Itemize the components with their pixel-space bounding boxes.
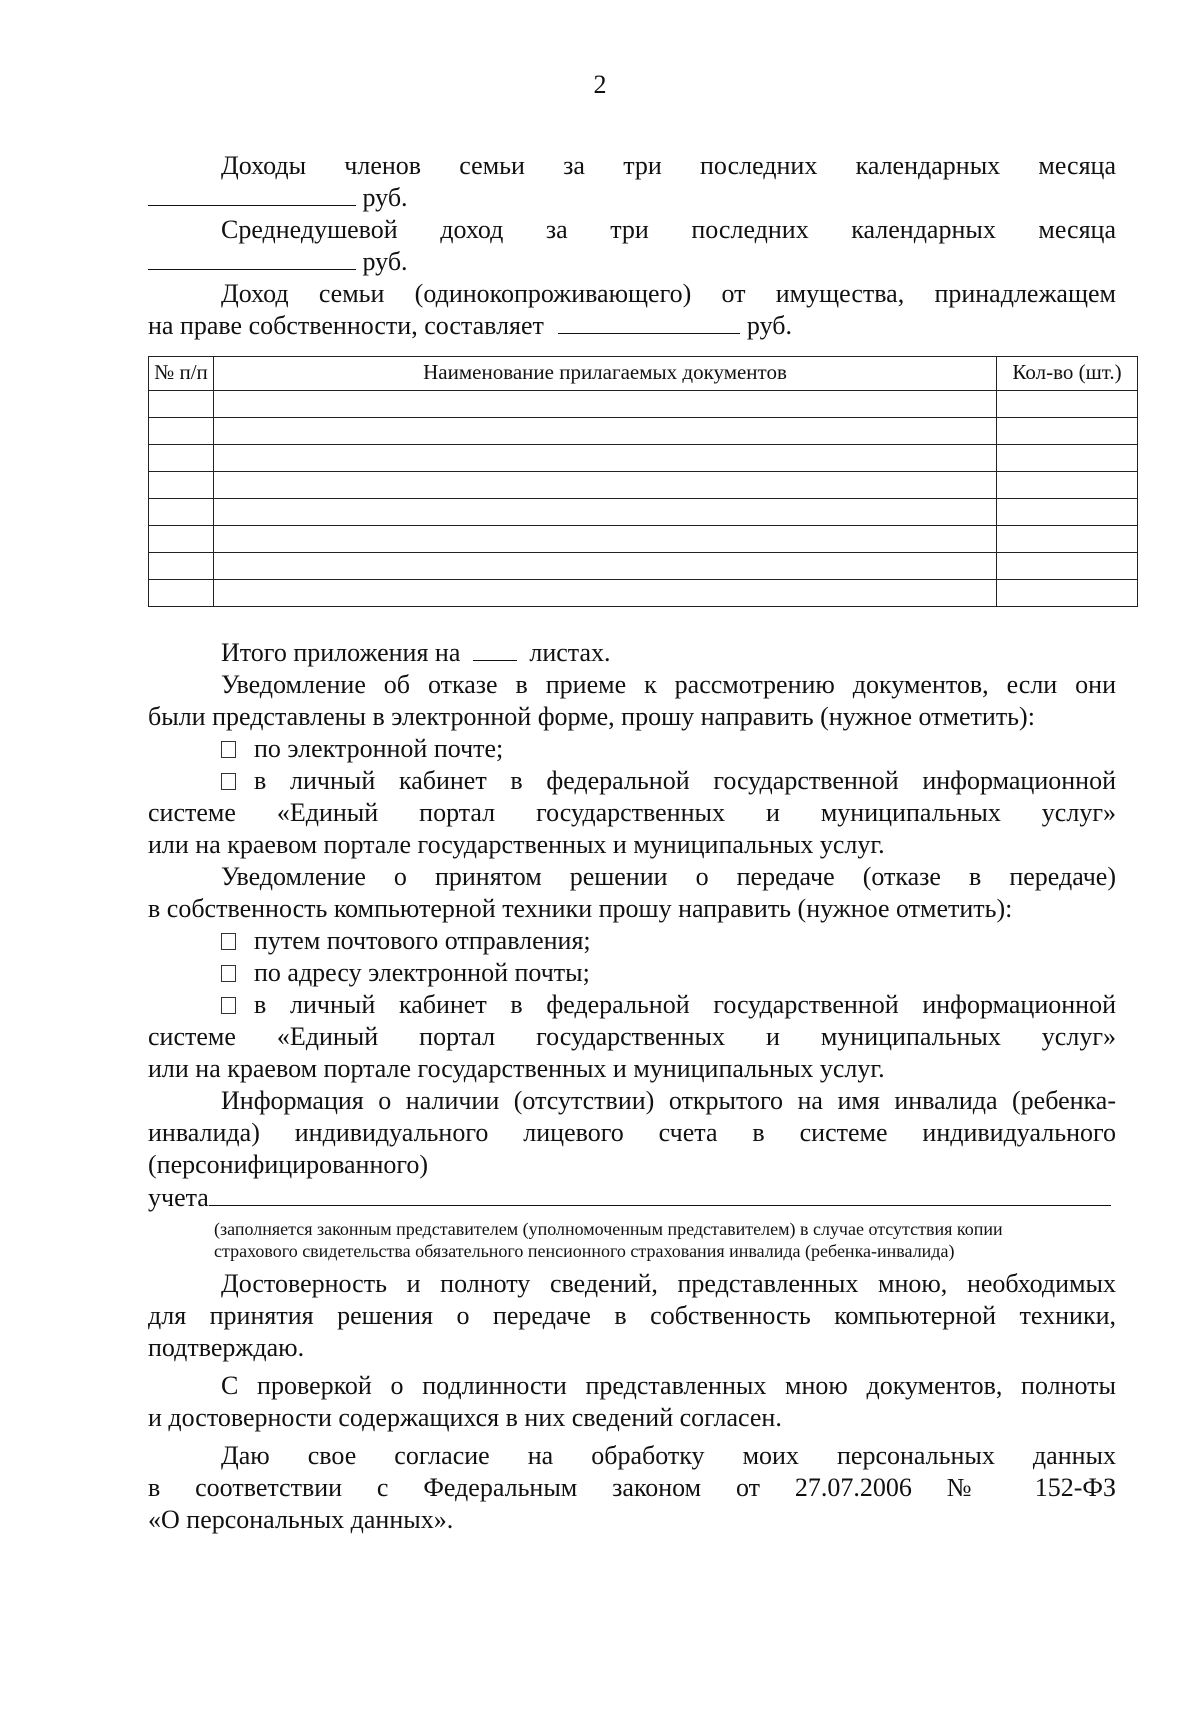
property-income-field[interactable] <box>558 311 740 334</box>
page-number: 2 <box>593 70 607 99</box>
decision-option-email <box>148 957 1116 989</box>
table-cell[interactable] <box>997 526 1138 553</box>
refusal-email-label: по электронной почте; <box>254 734 504 763</box>
account-info-field[interactable] <box>209 1181 1111 1206</box>
table-cell[interactable] <box>149 526 214 553</box>
table-cell[interactable] <box>149 445 214 472</box>
average-income-field[interactable] <box>148 247 356 270</box>
table-row <box>149 499 1138 526</box>
family-income-line: Доходы членов семьи за три последних календарных месяца <box>221 151 1116 180</box>
table-cell[interactable] <box>149 553 214 580</box>
refusal-option-email <box>148 733 1116 765</box>
decision-notice-line-2: в собственность компьютерной техники прошу направить (нужное отметить): <box>148 894 1013 923</box>
consent-line-1: Даю свое согласие на обработку моих персональных данных <box>221 1441 1116 1470</box>
account-info-line-3: (персонифицированного) <box>148 1150 429 1179</box>
account-info-note <box>148 1218 1116 1262</box>
family-income-field-line <box>148 182 1116 214</box>
col-name-header: Наименование прилагаемых документов <box>214 357 997 391</box>
family-income-unit: руб. <box>362 183 408 212</box>
decision-cabinet-label-1: в личный кабинет в федеральной государственной информационной <box>254 990 1116 1019</box>
refusal-option-cabinet <box>148 765 1116 797</box>
table-cell[interactable] <box>997 580 1138 607</box>
table-cell[interactable] <box>214 553 997 580</box>
table-row <box>149 553 1138 580</box>
table-row <box>149 472 1138 499</box>
decision-option-post <box>148 925 1116 957</box>
refusal-email-checkbox[interactable] <box>221 741 236 758</box>
table-cell[interactable] <box>214 499 997 526</box>
table-cell[interactable] <box>214 526 997 553</box>
attachments-total-line <box>148 637 1116 669</box>
family-income-field[interactable] <box>148 183 356 206</box>
account-info-note-line-1: (заполняется законным представителем (уполномоченным представителем) в случае отсутствия копии <box>214 1219 1003 1239</box>
table-cell[interactable] <box>997 499 1138 526</box>
table-row <box>149 445 1138 472</box>
verify-line-2: и достоверности содержащихся в них сведений согласен. <box>148 1403 782 1432</box>
confirm-line-2: для принятия решения о передаче в собственность компьютерной техники, <box>148 1301 1116 1330</box>
table-row <box>149 580 1138 607</box>
account-info-line-1: Информация о наличии (отсутствии) открытого на имя инвалида (ребенка- <box>221 1086 1116 1115</box>
consent-line-2: в соответствии с Федеральным законом от 27.07.2006 № 152-ФЗ <box>148 1473 1116 1502</box>
table-cell[interactable] <box>997 445 1138 472</box>
decision-notice-line-1: Уведомление о принятом решении о передаче (отказе в передаче) <box>221 862 1116 891</box>
account-info-prefix: учета <box>148 1183 209 1212</box>
confirm-line-3: подтверждаю. <box>148 1333 305 1362</box>
decision-option-cabinet <box>148 989 1116 1021</box>
refusal-notice-line-1: Уведомление об отказе в приеме к рассмотрению документов, если они <box>221 670 1116 699</box>
property-income-field-line <box>148 310 1116 342</box>
table-cell[interactable] <box>214 418 997 445</box>
decision-cabinet-label-2: системе «Единый портал государственных и муниципальных услуг» <box>148 1022 1116 1051</box>
attachments-sheets-field[interactable] <box>473 638 517 661</box>
table-cell[interactable] <box>997 418 1138 445</box>
decision-cabinet-label-3: или на краевом портале государственных и муниципальных услуг. <box>148 1054 885 1083</box>
table-cell[interactable] <box>214 580 997 607</box>
property-income-prefix: на праве собственности, составляет <box>148 311 544 340</box>
attached-documents-table <box>148 356 1138 607</box>
refusal-cabinet-label-2: системе «Единый портал государственных и муниципальных услуг» <box>148 798 1116 827</box>
col-number-header: № п/п <box>149 357 214 391</box>
table-cell[interactable] <box>997 472 1138 499</box>
decision-cabinet-checkbox[interactable] <box>221 997 236 1014</box>
average-income-field-line <box>148 246 1116 278</box>
account-info-note-line-2: страхового свидетельства обязательного пенсионного страхования инвалида (ребенка-инвалида) <box>214 1241 955 1261</box>
table-cell[interactable] <box>214 391 997 418</box>
average-income-line: Среднедушевой доход за три последних календарных месяца <box>221 215 1116 244</box>
refusal-cabinet-label-1: в личный кабинет в федеральной государственной информационной <box>254 766 1116 795</box>
verify-line-1: С проверкой о подлинности представленных мною документов, полноты <box>221 1371 1116 1400</box>
property-income-unit: руб. <box>746 311 792 340</box>
refusal-cabinet-checkbox[interactable] <box>221 773 236 790</box>
table-cell[interactable] <box>214 445 997 472</box>
table-cell[interactable] <box>149 391 214 418</box>
attachments-total-suffix: листах. <box>529 638 611 667</box>
table-cell[interactable] <box>997 391 1138 418</box>
table-row <box>149 526 1138 553</box>
decision-email-label: по адресу электронной почты; <box>254 958 590 987</box>
col-qty-header: Кол-во (шт.) <box>997 357 1138 391</box>
decision-post-checkbox[interactable] <box>221 933 236 950</box>
average-income-unit: руб. <box>362 247 408 276</box>
table-header-row <box>149 357 1138 391</box>
table-cell[interactable] <box>214 472 997 499</box>
confirm-line-1: Достоверность и полноту сведений, представленных мною, необходимых <box>221 1269 1116 1298</box>
decision-email-checkbox[interactable] <box>221 965 236 982</box>
table-cell[interactable] <box>149 472 214 499</box>
table-cell[interactable] <box>997 553 1138 580</box>
property-income-line: Доход семьи (одинокопроживающего) от имущества, принадлежащем <box>221 279 1116 308</box>
table-row <box>149 391 1138 418</box>
consent-line-3: «О персональных данных». <box>148 1505 454 1534</box>
table-cell[interactable] <box>149 580 214 607</box>
decision-post-label: путем почтового отправления; <box>254 926 591 955</box>
refusal-notice-line-2: были представлены в электронной форме, прошу направить (нужное отметить): <box>148 702 1035 731</box>
account-info-line-2: инвалида) индивидуального лицевого счета в системе индивидуального <box>148 1118 1116 1147</box>
refusal-cabinet-label-3: или на краевом портале государственных и муниципальных услуг. <box>148 830 885 859</box>
table-cell[interactable] <box>149 499 214 526</box>
account-info-line-4 <box>148 1181 1116 1214</box>
table-cell[interactable] <box>149 418 214 445</box>
attachments-total-prefix: Итого приложения на <box>221 638 461 667</box>
form-content <box>148 150 1122 1536</box>
table-row <box>149 418 1138 445</box>
